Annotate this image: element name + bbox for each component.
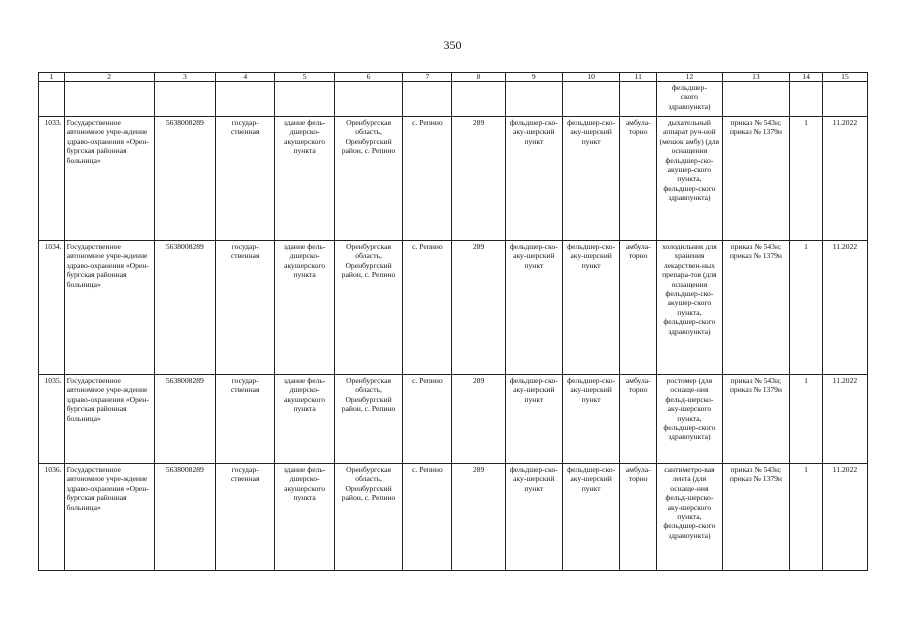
table-cell xyxy=(790,82,823,117)
care-cell: амбула-торно xyxy=(620,464,657,571)
inn-cell: 5638008289 xyxy=(154,117,215,241)
population-cell: 289 xyxy=(452,375,505,464)
order-cell: приказ № 543н; приказ № 1379н xyxy=(722,117,790,241)
unit-cell: фельдшер-ско-аку-шерский пункт xyxy=(505,117,562,241)
organization-cell: Государственное автономное учре-ждение здраво-охранения «Орен-бургская районная больница» xyxy=(64,464,154,571)
unit-cell: фельдшер-ско-аку-шерский пункт xyxy=(505,464,562,571)
order-cell: приказ № 543н; приказ № 1379н xyxy=(722,241,790,375)
header-cell: 6 xyxy=(334,73,403,82)
address-cell: Оренбургская область, Оренбургский район, с. Репино xyxy=(334,375,403,464)
organization-cell: Государственное автономное учре-ждение здраво-охранения «Орен-бургская районная больница» xyxy=(64,117,154,241)
table-cell xyxy=(505,82,562,117)
header-cell: 9 xyxy=(505,73,562,82)
care-cell: амбула-торно xyxy=(620,117,657,241)
population-cell: 289 xyxy=(452,241,505,375)
table-row xyxy=(39,375,868,464)
unit-cell: фельдшер-ско-аку-шерский пункт xyxy=(505,241,562,375)
organization-cell: Государственное автономное учре-ждение здраво-охранения «Орен-бургская районная больница» xyxy=(64,375,154,464)
register-table xyxy=(38,72,868,571)
header-cell: 8 xyxy=(452,73,505,82)
inn-cell: 5638008289 xyxy=(154,464,215,571)
unit-cell: фельдшер-ско-аку-шерский пункт xyxy=(562,117,619,241)
unit-cell: фельдшер-ско-аку-шерский пункт xyxy=(562,375,619,464)
ownership-cell: государ-ственная xyxy=(216,241,275,375)
inn-cell: 5638008289 xyxy=(154,375,215,464)
header-cell: 2 xyxy=(64,73,154,82)
date-cell: 11.2022 xyxy=(822,117,867,241)
table-cell xyxy=(216,82,275,117)
table-cell xyxy=(562,82,619,117)
header-cell: 10 xyxy=(562,73,619,82)
address-cell: Оренбургская область, Оренбургский район, с. Репино xyxy=(334,464,403,571)
table-cell xyxy=(154,82,215,117)
address-cell: Оренбургская область, Оренбургский район, с. Репино xyxy=(334,241,403,375)
header-cell: 5 xyxy=(275,73,334,82)
population-cell: 289 xyxy=(452,464,505,571)
table-cell xyxy=(403,82,452,117)
address-cell: Оренбургская область, Оренбургский район, с. Репино xyxy=(334,117,403,241)
settlement-cell: с. Репино xyxy=(403,375,452,464)
date-cell: 11.2022 xyxy=(822,464,867,571)
settlement-cell: с. Репино xyxy=(403,117,452,241)
ownership-cell: государ-ственная xyxy=(216,464,275,571)
ownership-cell: государ-ственная xyxy=(216,117,275,241)
row-number: 1036. xyxy=(39,464,65,571)
table-cell xyxy=(39,82,65,117)
row-number: 1033. xyxy=(39,117,65,241)
header-cell: 4 xyxy=(216,73,275,82)
settlement-cell: с. Репино xyxy=(403,464,452,571)
header-cell: 15 xyxy=(822,73,867,82)
equipment-cell: сантиметро-вая лента (для оснаще-ния фельд-шерско-аку-шерского пункта, фельдшер-ского здравпункта) xyxy=(657,464,723,571)
header-cell: 1 xyxy=(39,73,65,82)
header-cell: 13 xyxy=(722,73,790,82)
equipment-cell: фельдшер- ского здравпункта) xyxy=(657,82,723,117)
quantity-cell: 1 xyxy=(790,117,823,241)
page-number: 350 xyxy=(443,38,462,52)
header-cell: 12 xyxy=(657,73,723,82)
table-row xyxy=(39,117,868,241)
equipment-cell: дыхательный аппарат руч-ной (мешок амбу) (для оснащения фельдшер-ско-акушер-ского пункта, фельдшер-ского здравпункта) xyxy=(657,117,723,241)
inn-cell: 5638008289 xyxy=(154,241,215,375)
equipment-cell: холодильник для хранения лекарствен-ных препара-тов (для оснащения фельдшер-ско-акушер-ского пункта, фельдшер-ского здравпункта) xyxy=(657,241,723,375)
date-cell: 11.2022 xyxy=(822,241,867,375)
table-cell xyxy=(722,82,790,117)
equipment-cell: ростомер (для оснаще-ния фельд-шерско-аку-шерского пункта, фельдшер-ского здравпункта) xyxy=(657,375,723,464)
building-cell: здание фель-дшерско-акушерского пункта xyxy=(275,375,334,464)
row-number: 1035. xyxy=(39,375,65,464)
date-cell: 11.2022 xyxy=(822,375,867,464)
building-cell: здание фель-дшерско-акушерского пункта xyxy=(275,464,334,571)
unit-cell: фельдшер-ско-аку-шерский пункт xyxy=(505,375,562,464)
row-number: 1034. xyxy=(39,241,65,375)
building-cell: здание фель-дшерско-акушерского пункта xyxy=(275,241,334,375)
unit-cell: фельдшер-ско-аку-шерский пункт xyxy=(562,241,619,375)
population-cell: 289 xyxy=(452,117,505,241)
header-row xyxy=(39,73,868,82)
header-cell: 14 xyxy=(790,73,823,82)
header-cell: 3 xyxy=(154,73,215,82)
building-cell: здание фель-дшерско-акушерского пункта xyxy=(275,117,334,241)
care-cell: амбула-торно xyxy=(620,241,657,375)
order-cell: приказ № 543н; приказ № 1379н xyxy=(722,464,790,571)
header-cell: 7 xyxy=(403,73,452,82)
quantity-cell: 1 xyxy=(790,375,823,464)
table-cell xyxy=(64,82,154,117)
care-cell: амбула-торно xyxy=(620,375,657,464)
header-cell: 11 xyxy=(620,73,657,82)
quantity-cell: 1 xyxy=(790,241,823,375)
continuation-row xyxy=(39,82,868,117)
table-cell xyxy=(620,82,657,117)
table-row xyxy=(39,464,868,571)
table-row xyxy=(39,241,868,375)
ownership-cell: государ-ственная xyxy=(216,375,275,464)
unit-cell: фельдшер-ско-аку-шерский пункт xyxy=(562,464,619,571)
settlement-cell: с. Репино xyxy=(403,241,452,375)
table-cell xyxy=(822,82,867,117)
order-cell: приказ № 543н; приказ № 1379н xyxy=(722,375,790,464)
table-cell xyxy=(452,82,505,117)
table-cell xyxy=(275,82,334,117)
quantity-cell: 1 xyxy=(790,464,823,571)
organization-cell: Государственное автономное учре-ждение здраво-охранения «Орен-бургская районная больница» xyxy=(64,241,154,375)
table-cell xyxy=(334,82,403,117)
